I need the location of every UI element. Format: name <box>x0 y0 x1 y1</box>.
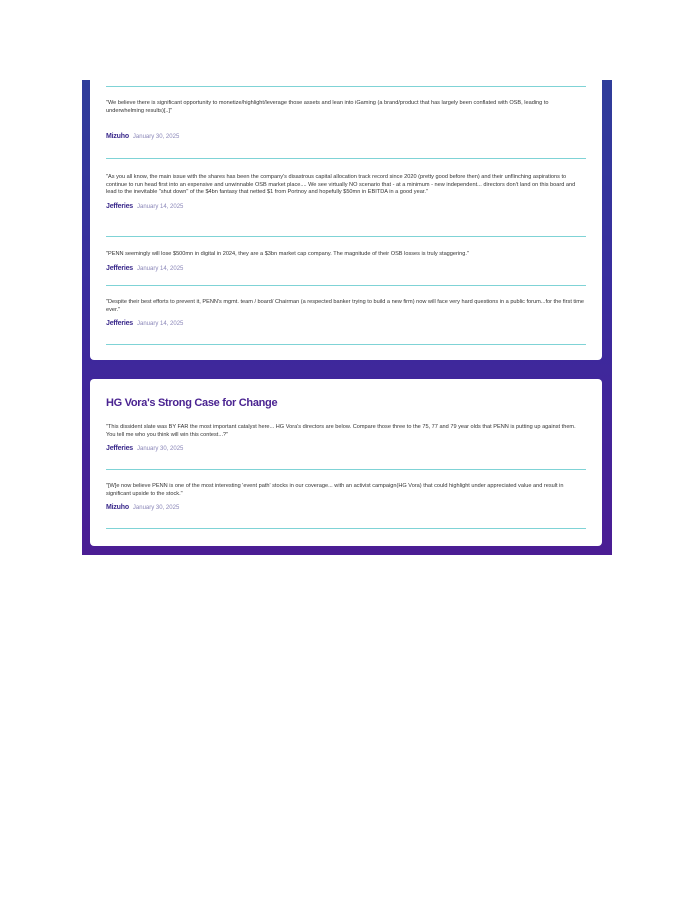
quote-text: "[W]e now believe PENN is one of the most interesting 'event path' stocks in our coverage... with an activist campaign(HG Vora) that could highlight under appreciated value and result in significant upside to the stock." <box>106 483 564 497</box>
divider <box>106 236 586 237</box>
quote-item <box>106 424 586 454</box>
quote-citation <box>106 503 586 513</box>
case-for-change-card <box>90 379 602 546</box>
quote-text: "Despite their best efforts to prevent it, PENN's mgmt. team / board/ Chairman (a respected banker trying to build a new firm) now will face very hard questions in a public forum...for the first time ever." <box>106 299 585 313</box>
quote-date: January 14, 2025 <box>137 265 184 272</box>
quote-citation <box>106 202 586 212</box>
quote-item <box>106 483 586 513</box>
quote-text: "As you all know, the main issue with the shares has been the company's disastrous capital allocation track record since 2020 (pretty good before then) and their unflinching aspirations to continue to run head first into an expensive and unwinnable OSB market place.... We see virtually NO scenario that - at a minimum - new independent... directors don't land on this board and lead to the inevitable "shut down" of the $4bn fantasy that netted $1 from Portnoy and hopefully $50mn in EBITDA in a good year." <box>106 174 576 196</box>
quotes-panel <box>82 80 612 555</box>
quote-text: "We believe there is significant opportunity to monetize/highlight/leverage those assets and lean into iGaming (a brand/product that has largely been conflated with OSB, leading to underwhelming results)[..]" <box>106 100 549 114</box>
divider <box>106 158 586 159</box>
firm-name: Jefferies <box>106 202 133 210</box>
quote-date: January 30, 2025 <box>137 446 184 453</box>
quote-date: January 30, 2025 <box>132 505 180 512</box>
divider <box>106 344 586 345</box>
quote-citation <box>106 444 586 454</box>
quote-item <box>106 299 586 329</box>
firm-name: Jefferies <box>106 445 133 453</box>
analyst-quotes-card <box>90 80 602 360</box>
quote-item <box>106 174 586 212</box>
divider <box>106 528 586 529</box>
quote-text: "PENN seemingly will lose $500mn in digital in 2024, they are a $3bn market cap company. The magnitude of their OSB losses is truly staggering." <box>106 251 469 257</box>
divider <box>106 469 586 470</box>
divider <box>106 86 586 87</box>
quote-date: January 14, 2025 <box>137 321 184 328</box>
quote-date: January 30, 2025 <box>132 134 180 141</box>
firm-name: Jefferies <box>106 264 133 272</box>
quote-item <box>106 251 586 274</box>
quote-item <box>106 100 586 142</box>
quote-citation <box>106 132 586 142</box>
quote-citation <box>106 319 586 329</box>
firm-name: Jefferies <box>106 320 133 328</box>
divider <box>106 285 586 286</box>
section-title: HG Vora's Strong Case for Change <box>106 397 278 409</box>
quote-date: January 14, 2025 <box>137 203 184 210</box>
firm-name: Mizuho <box>106 133 129 141</box>
quote-text: "This dissident slate was BY FAR the most important catalyst here... HG Vora's directors are below. Compare those three to the 75, 77 and 79 year olds that PENN is putting up against them. You tell me who you think will win this contest...?" <box>106 424 576 438</box>
firm-name: Mizuho <box>106 504 129 512</box>
quote-citation <box>106 264 586 274</box>
